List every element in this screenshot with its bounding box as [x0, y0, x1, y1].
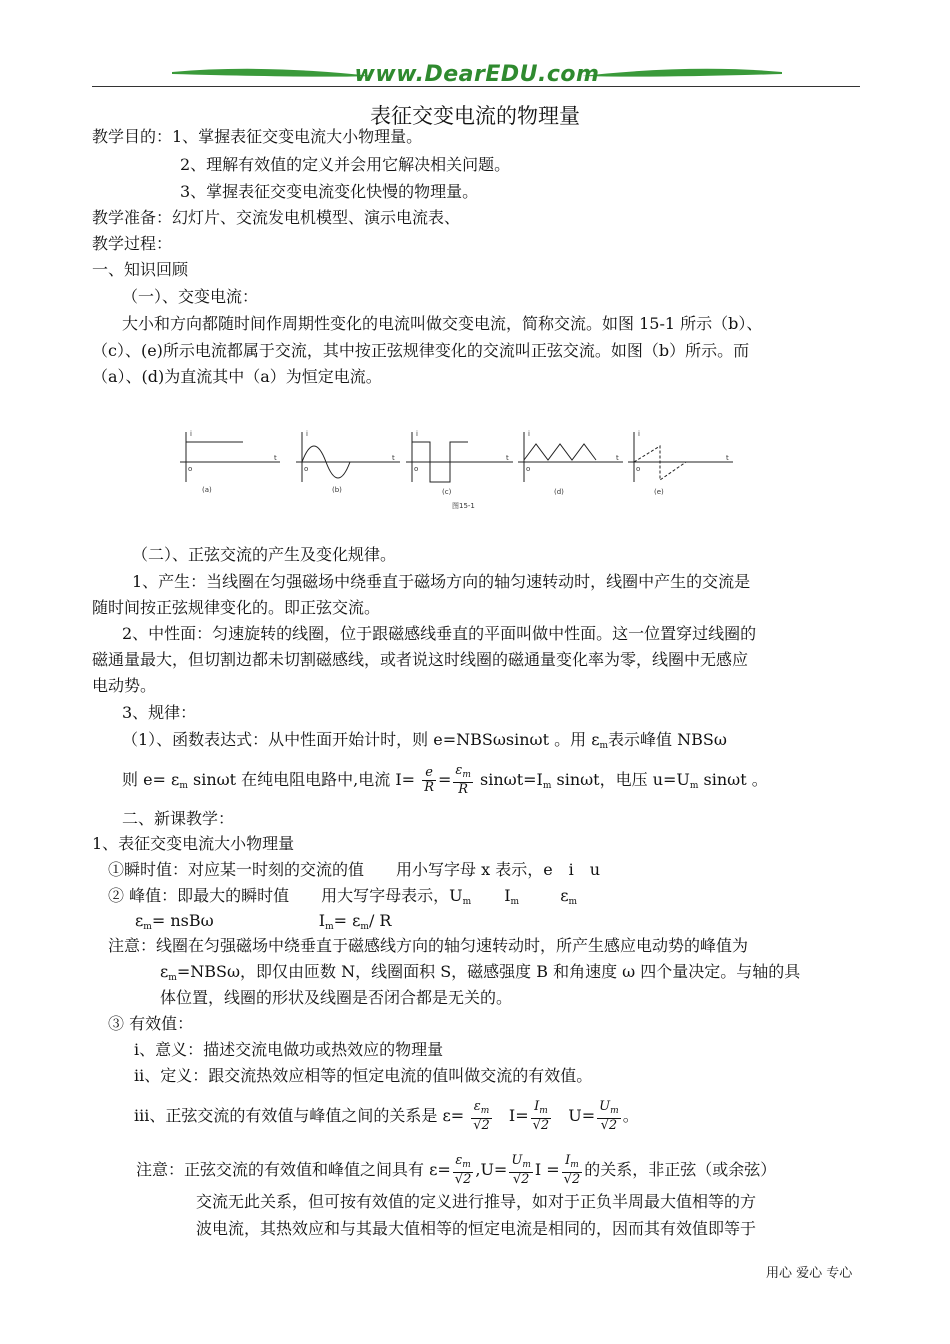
note-line: 波电流，其热效应和与其最大值相等的恒定电流是相同的，因而其有效值即等于	[196, 1219, 757, 1238]
subscript: m	[360, 922, 369, 932]
subscript: m	[568, 897, 578, 907]
text-run: I	[318, 911, 326, 930]
fraction-em-over-sqrt2: $\frac{\varepsilon_m}{√2}$	[454, 1153, 472, 1187]
text-line: ①瞬时值：对应某一时刻的交流的值 用小写字母 x 表示，e i u	[108, 860, 601, 879]
text-run: 则 e= ε	[122, 770, 180, 789]
subscript: m	[179, 781, 188, 791]
text-run: I	[504, 886, 511, 905]
subscript: m	[462, 897, 472, 907]
axis-t-label: t	[506, 454, 509, 462]
text-run: ,U=	[475, 1160, 508, 1179]
text-line: 2、中性面：匀速旋转的线圈，位于跟磁感线垂直的平面叫做中性面。这一位置穿过线圈的	[122, 624, 757, 643]
panel-label-e: (e)	[654, 488, 664, 496]
text-line: 1、表征交变电流大小物理量	[92, 834, 295, 853]
text-run: sinωt 在纯电阻电路中,电流 I=	[192, 770, 416, 789]
fraction-em-over-r: $\frac{\varepsilon_m}{R}$	[455, 763, 471, 797]
text-run: = nsBω	[151, 911, 214, 930]
text-line: （a）、(d)为直流其中（a）为恒定电流。	[92, 367, 382, 386]
text-line: 教学过程：	[92, 234, 173, 253]
origin-label: o	[304, 465, 309, 473]
note-line: 体位置，线圈的形状及线圈是否闭合都是无关的。	[160, 988, 513, 1007]
text-run: ⅲ、正弦交流的有效值与峰值之间的关系是 ε=	[134, 1106, 465, 1125]
text-run: sinωt 。	[703, 770, 768, 789]
text-line: （二）、正弦交流的产生及变化规律。	[132, 545, 397, 564]
axis-i-label: i	[306, 430, 308, 438]
panel-label-b: (b)	[332, 486, 342, 494]
fraction-im-over-sqrt2: $\frac{I_m}{√2}$	[532, 1099, 550, 1133]
origin-label: o	[526, 465, 531, 473]
text-line: （c）、(e)所示电流都属于交流，其中按正弦规律变化的交流叫正弦交流。如图（b）所示。而	[92, 341, 750, 360]
formula-line	[136, 1154, 776, 1187]
text-run: = ε	[333, 911, 361, 930]
page-footer: 用心 爱心 专心	[766, 1266, 853, 1281]
panel-label-a: (a)	[202, 486, 212, 494]
site-name: www.DearEDU.com	[354, 62, 600, 87]
note-line: 交流无此关系，但可按有效值的定义进行推导，如对于正负半周最大值相等的方	[196, 1192, 757, 1211]
origin-label: o	[414, 465, 419, 473]
page-title: 表征交变电流的物理量	[370, 104, 580, 128]
text-run: sinωt=I	[480, 770, 543, 789]
fraction-em-over-sqrt2: $\frac{\varepsilon_m}{√2}$	[473, 1099, 490, 1133]
text-line: 教学准备：幻灯片、交流发电机模型、演示电流表、	[92, 208, 461, 227]
formula-line	[122, 729, 727, 757]
subscript: m	[689, 781, 699, 791]
fraction-e-over-r: $\frac{e}{R}$	[424, 765, 434, 795]
subscript: m	[168, 973, 177, 983]
subscript: m	[599, 741, 609, 751]
text-line: ⅰ、意义：描述交流电做功或热效应的物理量	[134, 1040, 444, 1059]
text-line: 2、理解有效值的定义并会用它解决相关问题。	[180, 155, 511, 174]
text-run: ε	[560, 886, 569, 905]
text-run: =NBSω，即仅由匝数 N，线圈面积 S，磁感强度 B 和角速度 ω 四个量决定。与轴的具	[176, 962, 801, 981]
text-line: 随时间按正弦规律变化的。即正弦交流。	[92, 598, 381, 617]
axis-i-label: i	[416, 430, 418, 438]
axis-t-label: t	[616, 454, 619, 462]
fraction-im-over-sqrt2: $\frac{I_m}{√2}$	[563, 1153, 581, 1187]
fraction-um-over-sqrt2: $\frac{U_m}{√2}$	[599, 1099, 619, 1133]
page-header	[92, 58, 860, 92]
subscript: m	[510, 897, 520, 907]
section-heading: 一、知识回顾	[92, 260, 189, 279]
axis-t-label: t	[726, 454, 729, 462]
text-run: 注意：正弦交流的有效值和峰值之间具有 ε=	[136, 1160, 451, 1179]
text-run: sinωt，电压 u=U	[556, 770, 690, 789]
text-line: 教学目的：1、掌握表征交变电流大小物理量。	[92, 127, 423, 146]
origin-label: o	[188, 465, 193, 473]
text-run: 表示峰值 NBSω	[608, 730, 727, 749]
axis-i-label: i	[528, 430, 530, 438]
origin-label: o	[636, 465, 641, 473]
subscript: m	[143, 922, 152, 932]
subscript: m	[542, 781, 552, 791]
panel-label-d: (d)	[554, 488, 564, 496]
text-run: ε	[160, 962, 169, 981]
panel-label-c: (c)	[442, 488, 452, 496]
text-line: 电动势。	[92, 676, 157, 695]
note-line: 注意：线圈在匀强磁场中绕垂直于磁感线方向的轴匀速转动时，所产生感应电动势的峰值为	[108, 936, 749, 955]
text-run: U=	[568, 1106, 596, 1125]
text-line: ③ 有效值：	[108, 1014, 194, 1033]
text-run: ε	[135, 911, 144, 930]
text-line: 1、产生：当线圈在匀强磁场中绕垂直于磁场方向的轴匀速转动时，线圈中产生的交流是	[132, 572, 751, 591]
axis-i-label: i	[190, 430, 192, 438]
text-run: 的关系，非正弦（或余弦）	[584, 1160, 777, 1179]
fraction-um-over-sqrt2: $\frac{U_m}{√2}$	[511, 1153, 531, 1187]
text-run: ② 峰值：即最大的瞬时值 用大写字母表示，U	[108, 886, 463, 905]
text-line: 3、掌握表征交变电流变化快慢的物理量。	[180, 182, 479, 201]
note-line	[160, 961, 800, 989]
text-line: 磁通量最大，但切割边都未切割磁感线，或者说这时线圈的磁通量变化率为零，线圈中无感应	[92, 650, 749, 669]
text-line: ⅱ、定义：跟交流热效应相等的恒定电流的值叫做交流的有效值。	[134, 1066, 593, 1085]
axis-t-label: t	[392, 454, 395, 462]
formula-line	[134, 1100, 639, 1133]
text-run: 。	[622, 1106, 639, 1125]
text-run: / R	[368, 911, 392, 930]
axis-i-label: i	[638, 430, 640, 438]
text-run: I =	[534, 1160, 560, 1179]
subscript: m	[325, 922, 334, 932]
figure-caption: 图15-1	[452, 502, 475, 510]
current-waveform-figure	[168, 420, 748, 520]
text-run: I=	[508, 1106, 529, 1125]
axis-t-label: t	[274, 454, 277, 462]
formula-line	[135, 910, 391, 938]
formula-line: 则 $e= \varepsilon_m$ sinωt 在纯电阻电路中,电流 I= $\frac{e}{R}$ = $\frac{\varepsilon_m}{R}$ $\sin\omega t=I_m$ sinωt，电压 $u=U_m$ sinωt 。	[122, 763, 768, 797]
text-line: （一）、交变电流：	[122, 287, 259, 306]
text-line: 3、规律：	[122, 703, 197, 722]
text-run: （1）、函数表达式：从中性面开始计时，则 e=NBSωsinωt 。用 ε	[122, 730, 600, 749]
text-line: 大小和方向都随时间作周期性变化的电流叫做交变电流，简称交流。如图 15-1 所示（b）、	[122, 314, 763, 333]
section-heading: 二、新课教学：	[122, 809, 235, 828]
site-logo	[172, 58, 782, 88]
text-line	[108, 885, 577, 913]
